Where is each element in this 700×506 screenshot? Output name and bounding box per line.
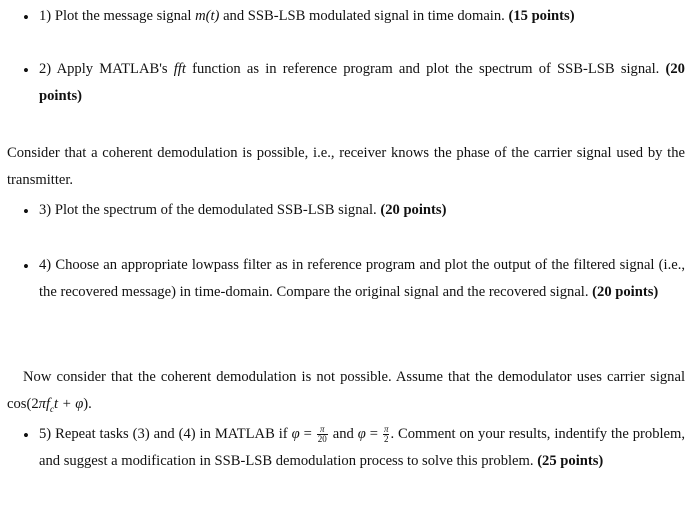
bullet-marker: • — [23, 257, 29, 276]
item-text: and SSB-LSB modulated signal in time domain. — [223, 8, 505, 24]
item-text: Choose an appropriate lowpass filter as in reference program and plot the output of the filtered signal (i.e., the recovered message) in time-domain. Compare the original signal and the recovered signal. — [39, 257, 685, 300]
fraction-numerator: π — [317, 425, 328, 435]
item-text: Repeat tasks (3) and (4) in MATLAB if — [55, 426, 288, 442]
task-item-2 — [39, 56, 685, 110]
item-number: 1) — [39, 8, 52, 24]
fraction-pi-over-20 — [317, 425, 328, 444]
item-text: Plot the spectrum of the demodulated SSB-LSB signal. — [54, 202, 377, 218]
bullet-marker: • — [23, 8, 29, 27]
math-pi: π — [38, 396, 46, 412]
fraction-pi-over-2 — [383, 425, 390, 444]
math-equals: = — [303, 426, 312, 442]
item-text: Plot the message signal — [54, 8, 192, 24]
paragraph-noncoherent — [7, 364, 685, 423]
fraction-denominator: 20 — [317, 434, 327, 445]
task-item-3 — [39, 197, 685, 224]
task-item-5 — [39, 421, 685, 475]
math-symbol: (t) — [205, 8, 220, 24]
paragraph-text: Now consider that the coherent demodulation is not possible. Assume that the demodulator uses carrier signal — [23, 369, 685, 385]
math-symbol: m — [195, 8, 206, 24]
task-item-1 — [39, 3, 685, 30]
item-number: 5) — [39, 426, 52, 442]
math-phi: φ — [357, 426, 366, 442]
item-text: Apply MATLAB's — [56, 61, 168, 77]
item-points: (25 points) — [537, 453, 604, 469]
math-phi: φ — [291, 426, 300, 442]
item-number: 3) — [39, 202, 52, 218]
item-emphasis: fft — [173, 61, 186, 77]
item-number: 4) — [39, 257, 52, 273]
task-item-4 — [39, 252, 685, 306]
math-equals: = — [369, 426, 378, 442]
bullet-marker: • — [23, 426, 29, 445]
item-points: (20 points) — [380, 202, 447, 218]
math-f: f — [45, 396, 50, 412]
bullet-marker: • — [23, 202, 29, 221]
math-close: ). — [83, 396, 92, 412]
fraction-denominator: 2 — [383, 434, 389, 445]
math-subscript: c — [50, 403, 54, 414]
item-number: 2) — [39, 61, 52, 77]
paragraph-coherent: Consider that a coherent demodulation is possible, i.e., receiver knows the phase of the carrier signal used by the transmitter. — [7, 145, 685, 188]
math-tphi: t + φ — [54, 396, 84, 412]
item-points: (20 points) — [39, 61, 685, 104]
item-points: (15 points) — [508, 8, 575, 24]
item-text: and — [332, 426, 354, 442]
bullet-marker: • — [23, 61, 29, 80]
item-points: (20 points) — [592, 284, 659, 300]
fraction-numerator: π — [383, 424, 389, 435]
math-cos: cos(2 — [7, 396, 39, 412]
item-text: . Comment on your results, indentify the problem, and suggest a modification in SSB-LSB demodulation process to solve this problem. — [39, 426, 686, 469]
item-text: function as in reference program and plot the spectrum of SSB-LSB signal. — [192, 61, 660, 77]
